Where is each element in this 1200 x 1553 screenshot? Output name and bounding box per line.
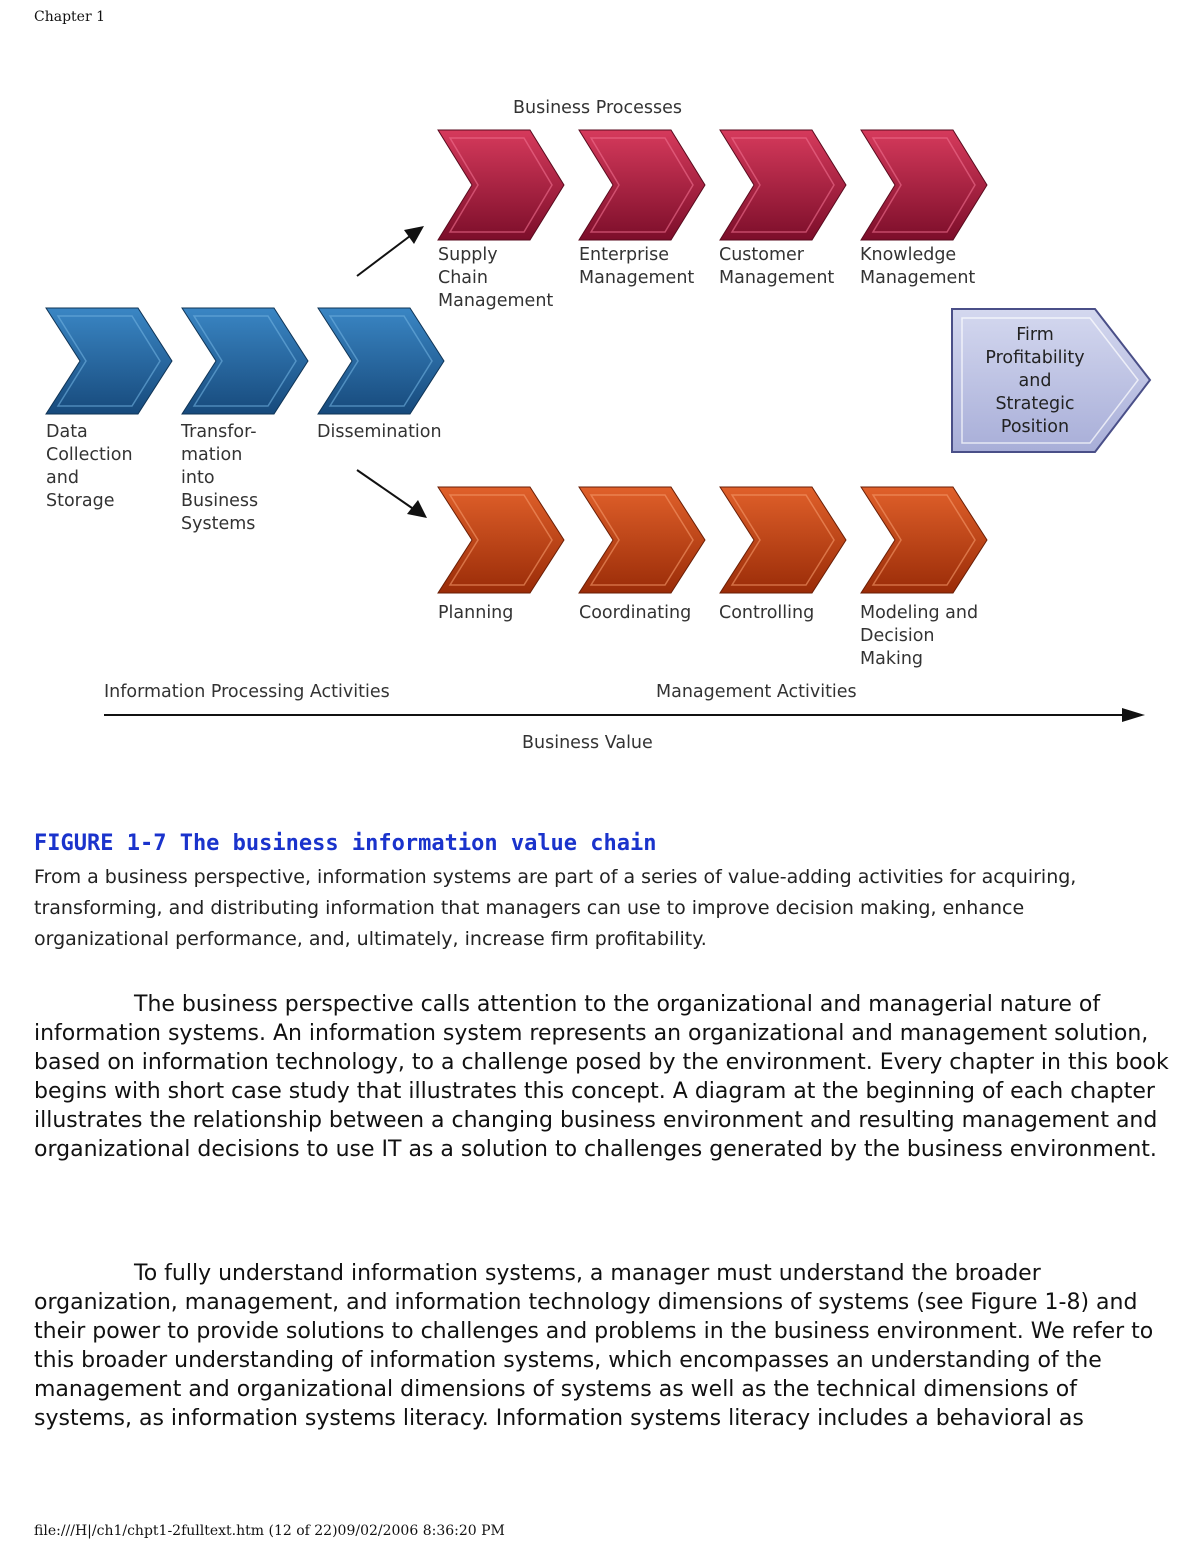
info-step-label: Transfor- mation into Business Systems [181, 422, 259, 534]
arrow-to-processes [357, 226, 424, 276]
info-step-label: Data Collection and Storage [46, 422, 133, 511]
chevron-dissemination [318, 308, 444, 414]
chevron-supply-chain [438, 130, 564, 240]
management-step-label: Coordinating [579, 603, 692, 623]
process-step-label: Enterprise Management [579, 245, 695, 288]
page-header: Chapter 1 [34, 9, 105, 25]
body-paragraph: The business perspective calls attention to the organizational and managerial nature of information systems. An information system represents an organizational and management solution, based on information technology, to a challenge posed by the environment. Every chapter in this book begins with short case study that illustrates this concept. A diagram at the beginning of each chapter illustrates the relationship between a changing business environment and resulting management and organizational decisions to use IT as a solution to challenges generated by the business environment. [34, 992, 1169, 1162]
chevron-controlling [720, 487, 846, 593]
process-step-label: Customer Management [719, 245, 835, 288]
chevron-transformation [182, 308, 308, 414]
figure-caption-title: FIGURE 1-7 The business information value chain [34, 831, 657, 856]
arrow-to-management [357, 470, 427, 518]
page-footer: file:///H|/ch1/chpt1-2fulltext.htm (12 of 22)09/02/2006 8:36:20 PM [34, 1523, 505, 1539]
body-paragraph: To fully understand information systems, a manager must understand the broader organization, management, and information technology dimensions of systems (see Figure 1-8) and their power to provide solutions to challenges and problems in the business environment. We refer to this broader understanding of information systems, which encompasses an understanding of the management and organizational dimensions of systems as well as the technical dimensions of systems, as information systems literacy. Information systems literacy includes a behavioral as [34, 1261, 1154, 1431]
business-processes-label: Business Processes [513, 98, 683, 118]
figure-caption-body: From a business perspective, information systems are part of a series of value-adding activities for acquiring, transforming, and distributing information that managers can use to improve decision making, enhance organizational performance, and, ultimately, increase firm profitability. [34, 866, 1077, 950]
chevron-planning [438, 487, 564, 593]
chevron-knowledge [861, 130, 987, 240]
process-step-label: Supply Chain Management [438, 245, 554, 311]
business-value-axis [104, 708, 1145, 722]
firm-profitability-label: Firm Profitability and Strategic Position [985, 325, 1085, 437]
chevron-modeling [861, 487, 987, 593]
management-step-label: Controlling [719, 603, 815, 623]
business-value-label: Business Value [522, 733, 653, 753]
information-processing-label: Information Processing Activities [104, 682, 390, 702]
management-step-label: Modeling and Decision Making [860, 603, 979, 669]
management-step-label: Planning [438, 603, 514, 623]
chevron-coordinating [579, 487, 705, 593]
chevron-customer [720, 130, 846, 240]
process-step-label: Knowledge Management [860, 245, 976, 288]
chevron-data-collection [46, 308, 172, 414]
chevron-enterprise [579, 130, 705, 240]
info-step-label: Dissemination [317, 422, 442, 442]
management-activities-label: Management Activities [656, 682, 857, 702]
